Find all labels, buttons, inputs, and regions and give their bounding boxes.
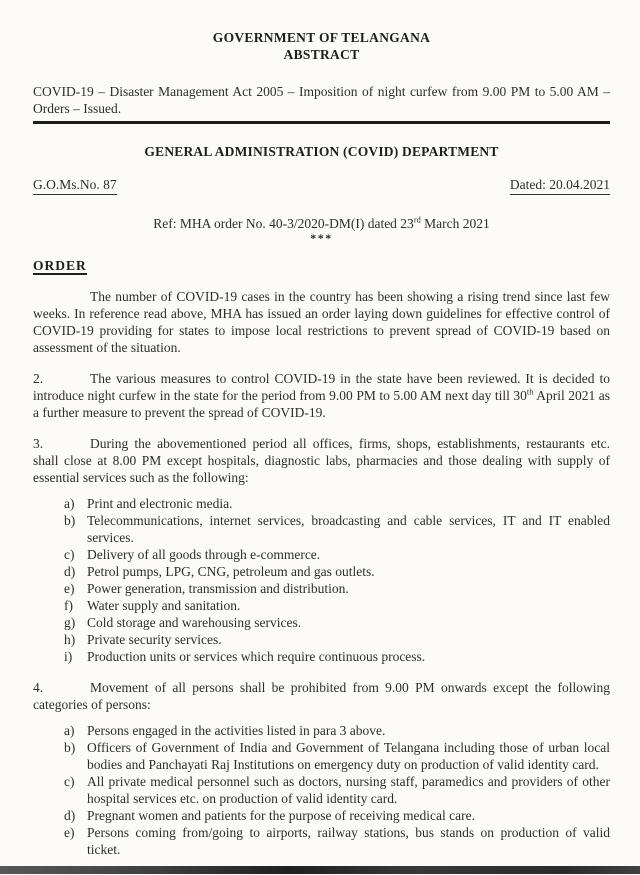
order-heading-text: ORDER — [33, 258, 87, 273]
list-marker: a) — [64, 496, 75, 511]
paragraph-3-text: During the abovementioned period all offices, firms, shops, establishments, restaurants etc. shall close at 8.00 PM except hospitals, diagnostic labs, pharmacies and those dealing with supply of essential services such as the following: — [33, 436, 610, 485]
list-marker: i) — [64, 649, 73, 664]
subject-divider-rule — [33, 121, 610, 124]
dated-value: Dated: 20.04.2021 — [510, 176, 610, 195]
list-item-text: Pregnant women and patients for the purpose of receiving medical care. — [87, 808, 475, 823]
list-item-text: Telecommunications, internet services, broadcasting and cable services, IT and IT enabled services. — [87, 513, 610, 545]
exempt-persons-list — [64, 722, 610, 858]
list-item — [64, 563, 610, 580]
government-title: GOVERNMENT OF TELANGANA — [212, 30, 431, 45]
department-heading: GENERAL ADMINISTRATION (COVID) DEPARTMENT — [144, 144, 499, 159]
reference-line — [33, 215, 610, 232]
list-item-text: Petrol pumps, LPG, CNG, petroleum and gas outlets. — [87, 564, 375, 579]
list-item-text: Production units or services which require continuous process. — [87, 649, 426, 664]
paragraph-2-ordinal-superscript: th — [526, 387, 534, 397]
list-marker: c) — [64, 774, 75, 789]
list-item-text: Cold storage and warehousing services. — [87, 615, 302, 630]
list-item — [64, 614, 610, 631]
list-item — [64, 648, 610, 665]
list-item — [64, 495, 610, 512]
paragraph-1: The number of COVID-19 cases in the country has been showing a rising trend since last few weeks. In reference read above, MHA has issued an order laying down guidelines for effective control of COVID-19 providing for states to impose local restrictions to prevent spread of COVID-19 based on assessment of the situation. — [33, 289, 610, 355]
paragraph-2-number: 2. — [33, 371, 44, 386]
list-item — [64, 722, 610, 739]
reference-text-suffix: March 2021 — [420, 216, 490, 231]
reference-text: Ref: MHA order No. 40-3/2020-DM(I) dated 23 — [153, 216, 414, 231]
list-item — [64, 824, 610, 858]
list-marker: e) — [64, 825, 75, 840]
reference-ordinal-superscript: rd — [413, 215, 421, 225]
list-marker: h) — [64, 632, 76, 647]
list-item-text: Persons engaged in the activities listed in para 3 above. — [87, 723, 386, 738]
list-item — [64, 597, 610, 614]
list-item-text: Persons coming from/going to airports, railway stations, bus stands on production of valid ticket. — [87, 825, 610, 857]
paragraph-4-text: Movement of all persons shall be prohibited from 9.00 PM onwards except the following categories of persons: — [33, 680, 610, 712]
list-marker: e) — [64, 581, 75, 596]
list-item — [64, 512, 610, 546]
essential-services-list — [64, 495, 610, 665]
list-item-text: Power generation, transmission and distribution. — [87, 581, 349, 596]
list-item — [64, 546, 610, 563]
subject-line: COVID-19 – Disaster Management Act 2005 – Imposition of night curfew from 9.00 PM to 5.00 AM – Orders – Issued. — [33, 84, 610, 116]
list-marker: b) — [64, 740, 76, 755]
separator-stars: *** — [310, 231, 333, 245]
list-marker: d) — [64, 564, 76, 579]
list-item-text: Private security services. — [87, 632, 222, 647]
list-item-text: Water supply and sanitation. — [87, 598, 241, 613]
go-number: G.O.Ms.No. 87 — [33, 176, 117, 195]
paragraph-4-number: 4. — [33, 680, 44, 695]
list-marker: a) — [64, 723, 75, 738]
order-heading — [33, 257, 610, 274]
list-marker: d) — [64, 808, 76, 823]
paragraph-2-text-suffix: April 2021 as a further measure to prevent the spread of COVID-19. — [33, 388, 610, 420]
list-marker: c) — [64, 547, 75, 562]
list-marker: g) — [64, 615, 76, 630]
list-item — [64, 739, 610, 773]
page-bottom-edge-bar — [0, 866, 640, 874]
paragraph-2 — [33, 370, 610, 421]
paragraph-4 — [33, 679, 610, 713]
paragraph-3-number: 3. — [33, 436, 44, 451]
list-item-text: Delivery of all goods through e-commerce. — [87, 547, 321, 562]
list-item-text: All private medical personnel such as doctors, nursing staff, paramedics and providers of other hospital services etc. on production of valid identity card. — [87, 774, 610, 806]
list-item — [64, 631, 610, 648]
abstract-heading: ABSTRACT — [283, 47, 360, 62]
list-item-text: Print and electronic media. — [87, 496, 233, 511]
list-marker: b) — [64, 513, 76, 528]
list-marker: f) — [64, 598, 73, 613]
list-item — [64, 807, 610, 824]
list-item — [64, 773, 610, 807]
go-dated-row — [33, 176, 610, 195]
paragraph-3 — [33, 435, 610, 486]
list-item — [64, 580, 610, 597]
list-item-text: Officers of Government of India and Government of Telangana including those of urban local bodies and Panchayati Raj Institutions on emergency duty on production of valid identity card. — [87, 740, 610, 772]
paragraph-2-text: The various measures to control COVID-19 in the state have been reviewed. It is decided to introduce night curfew in the state for the period from 9.00 PM to 5.00 AM next day till 30 — [33, 371, 610, 403]
